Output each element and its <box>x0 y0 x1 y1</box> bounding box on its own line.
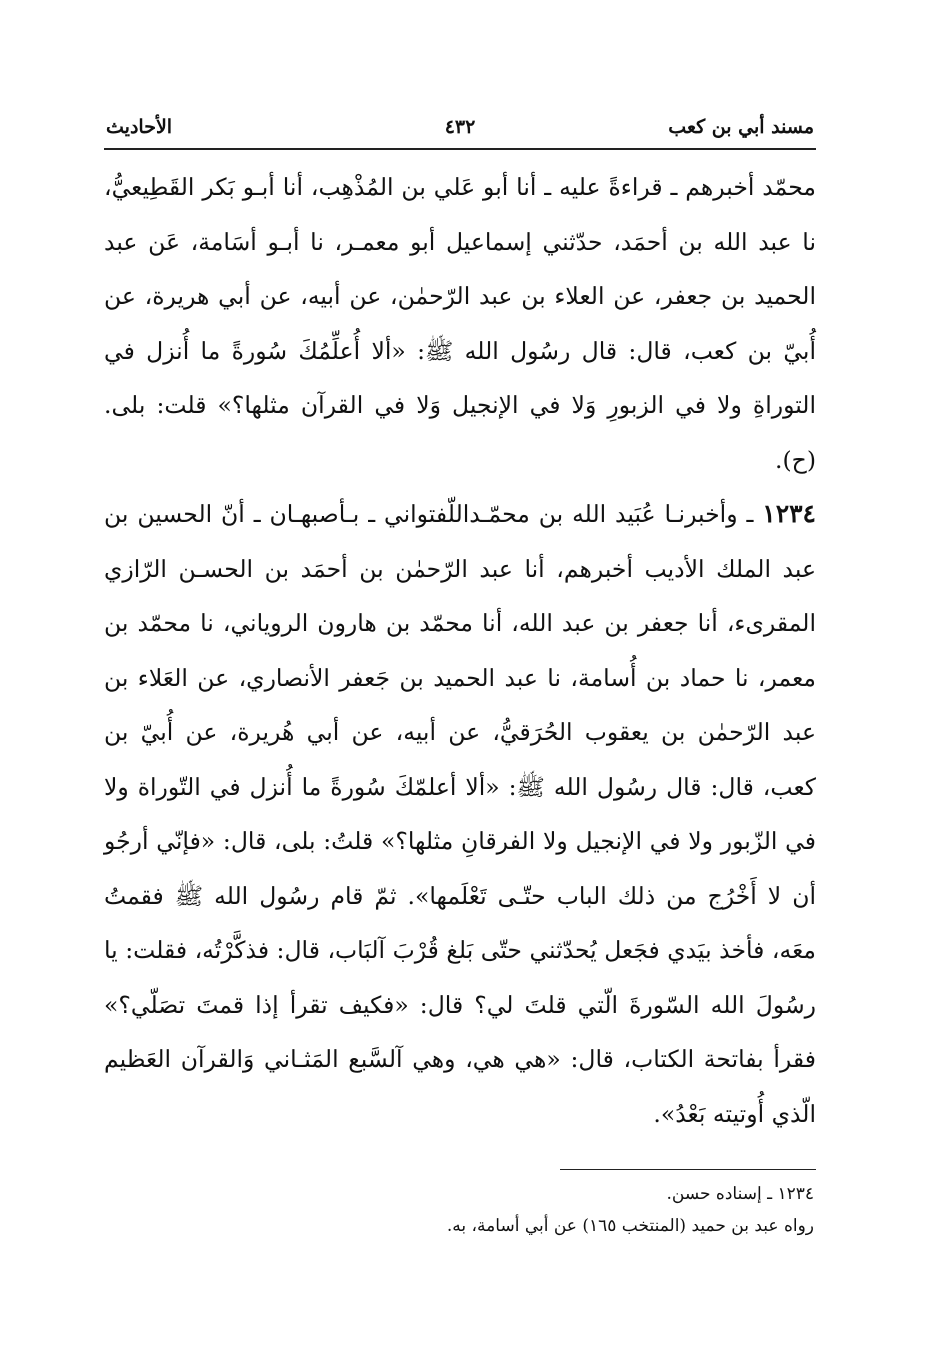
book-page <box>104 108 816 1308</box>
paragraph-continued: محمّد أخبرهم ـ قراءةً عليه ـ أنا أبو عَلي بن المُذْهِب، أنا أبـو بَكر القَطِيعيُّ، نا عبد الله بن أحمَد، حدّثني إسماعيل أبو معمـر، نا أبـو أسَامة، عَن عبد الحميد بن جعفر، عن العلاء بن عبد الرّحمٰن، عن أبيه، عن أبي هريرة، عن أُبيّ بن كعب، قال: قال رسُول الله ﷺ: «ألا أُعلِّمُكَ سُورةً ما أُنزل في التوراةِ ولا في الزبورِ وَلا في الإنجيل وَلا في القرآن مثلها؟» قلت: بلى. (ح). <box>104 173 816 474</box>
footnotes <box>104 1178 816 1242</box>
book-title: مسند أبي بن كعب <box>668 116 814 138</box>
footnote-line-2: رواه عبد بن حميد (المنتخب ١٦٥) عن أبي أسامة، به. <box>446 1216 814 1236</box>
hadith-number: ١٢٣٤ <box>762 499 816 528</box>
footnote-rule <box>560 1169 816 1170</box>
hadith-text: ـ وأخبرنـا عُبَيد الله بن محمّـداللّفتواني ـ بـأصبهـان ـ أنّ الحسين بن عبد الملك الأديب أخبرهم، أنا عبد الرّحمٰن بن أحمَد بن الحسـن الرّازي المقرىء، أنا جعفر بن عبد الله، أنا محمّد بن هارون الروياني، نا محمّد بن معمر، نا حماد بن أُسامة، نا عبد الحميد بن جَعفر الأنصاري، عن العَلاء بن عبد الرّحمٰن بن يعقوب الحُرَقيُّ، عن أبيه، عن أبي هُريرة، عن أُبيّ بن كعب، قال: قال رسُول الله ﷺ: «ألا أعلمّكَ سُورةً ما أُنزل في التّوراة ولا في الزّبور ولا في الإنجيل ولا الفرقانِ مثلها؟» قلتُ: بلى، قال: «فإنّي أرجُو أن لا أَخْرُج من ذلك الباب حتّـى تَعْلَمها». ثمّ قام رسُول الله ﷺ فقمتُ معَه، فأخذ بيَدي فجَعل يُحدّثني حتّى بَلغ قُرْبَ آلبَاب، قال: فذكَّرْتُه، فقلت: يا رسُولَ الله السّورةَ الّتي قلتَ لي؟ قال: «فكيف تقرأ إذا قمتَ تصَلّي؟» فقرأ بفاتحة الكتاب، قال: «هي هي، وهي آلسَّبع المَثـاني وَالقرآن العَظيم الّذي أُوتيته بَعْدُ». <box>104 500 816 1128</box>
running-header <box>104 108 816 148</box>
footnote-line-1: ١٢٣٤ ـ إسناده حسن. <box>666 1184 814 1204</box>
header-rule <box>104 148 816 150</box>
section-title: الأحاديث <box>106 116 173 138</box>
page-number: ٤٣٢ <box>444 116 476 138</box>
main-text <box>104 160 816 1141</box>
hadith-paragraph <box>104 487 816 1141</box>
